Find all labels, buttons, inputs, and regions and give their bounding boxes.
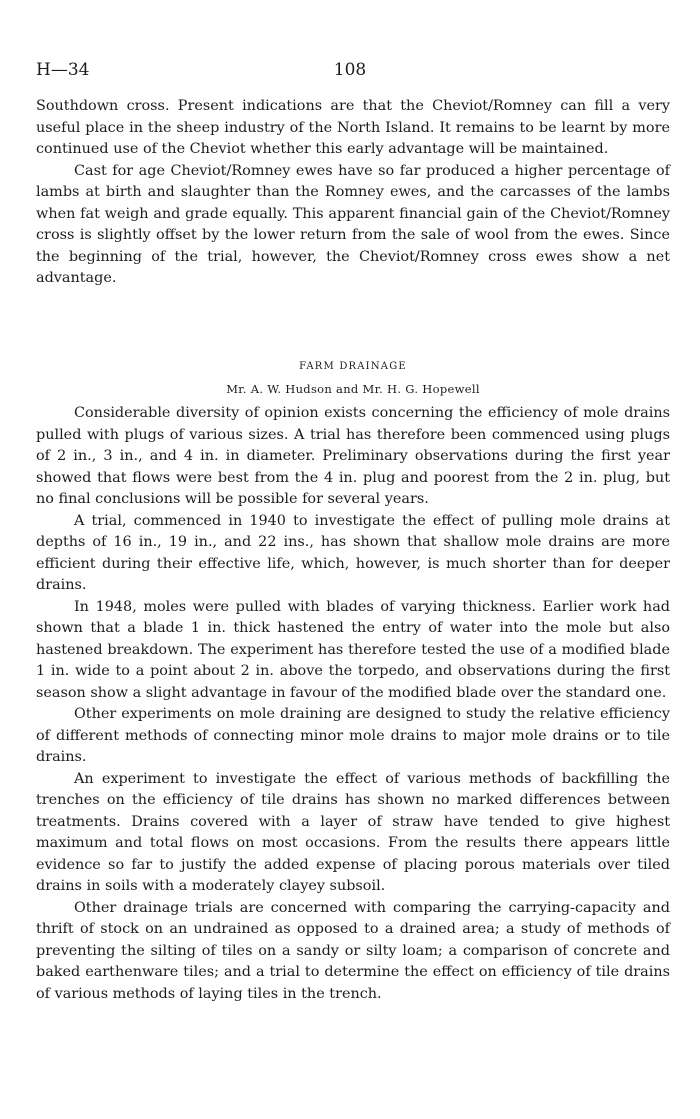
paragraph: Other drainage trials are concerned with comparing the carrying-capacity and thrift of stock on an undrained as opposed to a drained area; a study of methods of preventing the silting of tiles on a sandy or silty loam; a comparison of concrete and baked earthenware tiles; and a trial to determine the effect on efficiency of tile drains of various methods of laying tiles in the trench.: [36, 899, 670, 1002]
paragraph: Southdown cross. Present indications are that the Cheviot/Romney can fill a very useful place in the sheep industry of the North Island. It remains to be learnt by more continued use of the Cheviot whether this early advantage will be maintained.: [36, 98, 670, 157]
intro-text: [36, 96, 670, 290]
section-authors: Mr. A. W. Hudson and Mr. H. G. Hopewell: [226, 382, 480, 396]
paragraph: Considerable diversity of opinion exists concerning the efficiency of mole drains pulled with plugs of various sizes. A trial has therefore been commenced using plugs of 2 in., 3 in., and 4 in. in diameter. Preliminary observations during the first year showed that flows were best from the 4 in. plug and poorest from the 2 in. plug, but no final conclusions will be possible for several years.: [36, 405, 670, 507]
document-reference: H—34: [36, 60, 90, 80]
paragraph: Cast for age Cheviot/Romney ewes have so far produced a higher percentage of lambs at birth and slaughter than the Romney ewes, and the carcasses of the lambs when fat weigh and grade equally. This apparent financial gain of the Cheviot/Romney cross is slightly offset by the lower return from the sale of wool from the ewes. Since the beginning of the trial, however, the Cheviot/Romney cross ewes show a net advantage.: [36, 162, 670, 286]
paragraph: Other experiments on mole draining are designed to study the relative efficiency of different methods of connecting minor mole drains to major mole drains or to tile drains.: [36, 706, 670, 765]
paragraph: An experiment to investigate the effect of various methods of backfilling the trenches on the efficiency of tile drains has shown no marked differences between treatments. Drains covered with a layer of straw have tended to give highest maximum and total flows on most occasions. From the results there appears little evidence so far to justify the added expense of placing porous materials over tiled drains in soils with a moderately clayey subsoil.: [36, 770, 670, 894]
paragraph: In 1948, moles were pulled with blades of varying thickness. Earlier work had shown that a blade 1 in. thick hastened the entry of water into the mole but also hastened breakdown. The experiment has therefore tested the use of a modified blade 1 in. wide to a point about 2 in. above the torpedo, and observations during the first season show a slight advantage in favour of the modified blade over the standard one.: [36, 598, 670, 701]
page-number: 108: [333, 60, 367, 80]
section-title: FARM DRAINAGE: [299, 361, 407, 372]
section-body: [36, 403, 670, 1005]
paragraph: A trial, commenced in 1940 to investigate the effect of pulling mole drains at depths of 16 in., 19 in., and 22 ins., has shown that shallow mole drains are more efficient during their effective life, which, however, is much shorter than for deeper drains.: [36, 512, 670, 593]
page-header: [36, 60, 664, 84]
